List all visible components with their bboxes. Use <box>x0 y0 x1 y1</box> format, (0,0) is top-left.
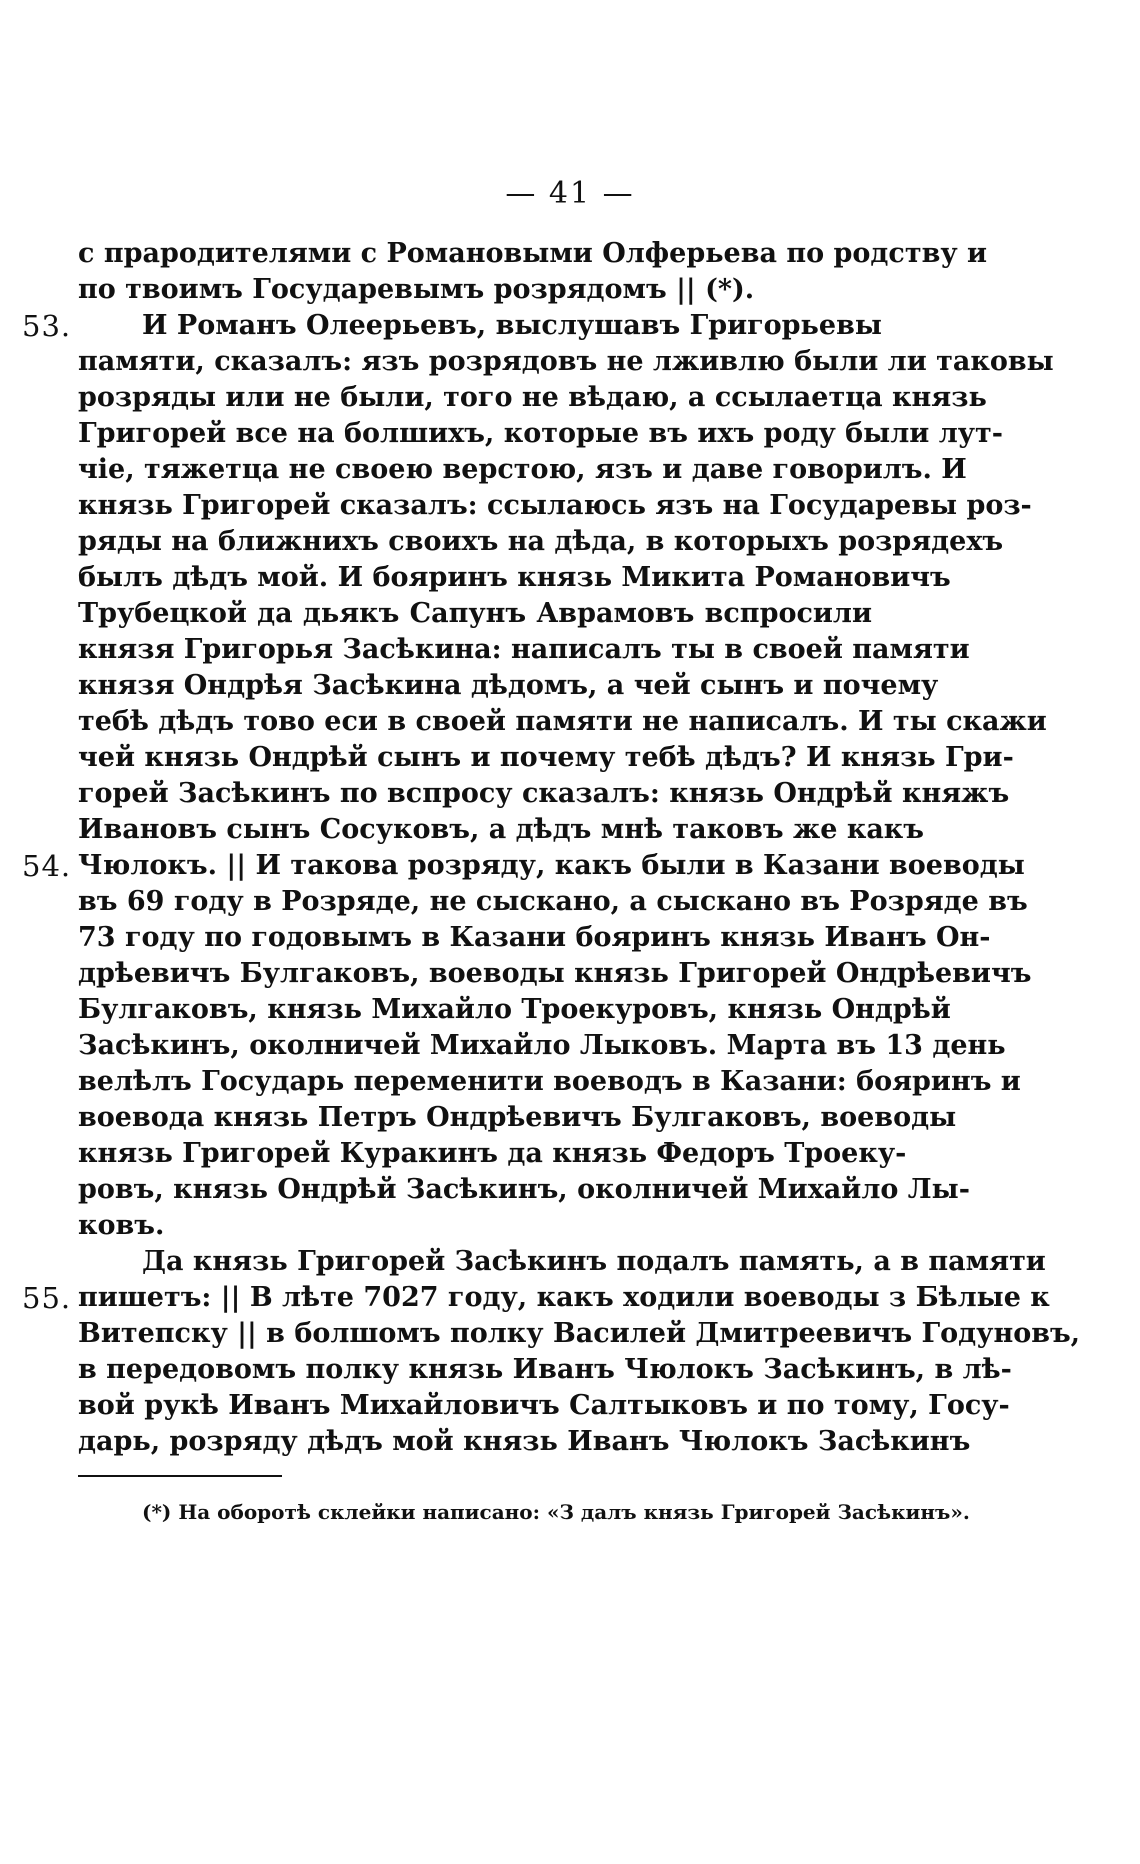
text-line <box>0 1172 1140 1208</box>
text-line <box>0 1316 1140 1352</box>
line-text: ровъ, князь Ондрѣй Засѣкинъ, околничей Михайло Лы- <box>78 1174 970 1205</box>
line-text: Булгаковъ, князь Михайло Троекуровъ, князь Ондрѣй <box>78 994 951 1025</box>
text-line <box>0 740 1140 776</box>
text-line <box>0 560 1140 596</box>
line-text: воевода князь Петръ Ондрѣевичъ Булгаковъ, воеводы <box>78 1102 957 1133</box>
text-line <box>0 1244 1140 1280</box>
text-line <box>0 1388 1140 1424</box>
text-line <box>0 1208 1140 1244</box>
line-text: князя Григорья Засѣкина: написалъ ты в своей памяти <box>78 634 970 665</box>
line-text: И Романъ Олеерьевъ, выслушавъ Григорьевы <box>142 310 882 341</box>
line-text: въ 69 году в Розряде, не сыскано, а сыскано въ Розряде въ <box>78 886 1028 917</box>
text-line <box>0 956 1140 992</box>
text-line <box>0 668 1140 704</box>
line-text: по твоимъ Государевымъ розрядомъ || (*). <box>78 274 755 305</box>
line-text: князя Ондрѣя Засѣкина дѣдомъ, а чей сынъ и почему <box>78 670 939 701</box>
line-text: памяти, сказалъ: язъ розрядовъ не лживлю были ли таковы <box>78 346 1054 377</box>
line-text: чей князь Ондрѣй сынъ и почему тебѣ дѣдъ? И князь Гри- <box>78 742 1014 773</box>
text-line <box>0 704 1140 740</box>
line-text: Засѣкинъ, околничей Михайло Лыковъ. Марта въ 13 день <box>78 1030 1006 1061</box>
text-line <box>0 272 1140 308</box>
footnote: (*) На оборотѣ склейки написано: «З далъ князь Григорей Засѣкинъ». <box>142 1500 970 1524</box>
text-line <box>0 308 1140 344</box>
text-line <box>0 848 1140 884</box>
text-line <box>0 488 1140 524</box>
text-line <box>0 416 1140 452</box>
line-text: чіе, тяжетца не своею верстою, язъ и даве говорилъ. И <box>78 454 967 485</box>
text-line <box>0 1100 1140 1136</box>
text-line <box>0 1424 1140 1460</box>
line-text: розряды или не были, того не вѣдаю, а ссылаетца князь <box>78 382 987 413</box>
page-number: — 41 — <box>505 176 635 211</box>
line-text: пишетъ: || В лѣте 7027 году, какъ ходили воеводы з Бѣлые к <box>78 1282 1050 1313</box>
text-line <box>0 344 1140 380</box>
text-line <box>0 776 1140 812</box>
text-line <box>0 380 1140 416</box>
line-text: князь Григорей сказалъ: ссылаюсь язъ на Государевы роз- <box>78 490 1032 521</box>
paragraph-number: 54. <box>22 849 72 883</box>
line-text: Трубецкой да дьякъ Сапунъ Аврамовъ вспросили <box>78 598 872 629</box>
text-line <box>0 524 1140 560</box>
text-line <box>0 452 1140 488</box>
paragraph-number: 55. <box>22 1281 72 1315</box>
line-text: ряды на ближнихъ своихъ на дѣда, в которыхъ розрядехъ <box>78 526 1004 557</box>
text-body <box>0 236 1140 1460</box>
line-text: Да князь Григорей Засѣкинъ подалъ память, а в памяти <box>142 1246 1046 1277</box>
line-text: тебѣ дѣдъ тово еси в своей памяти не написалъ. И ты скажи <box>78 706 1047 737</box>
text-line <box>0 992 1140 1028</box>
line-text: Ивановъ сынъ Сосуковъ, а дѣдъ мнѣ таковъ же какъ <box>78 814 925 845</box>
line-text: Витепску || в болшомъ полку Василей Дмитреевичъ Годуновъ, <box>78 1318 1081 1349</box>
line-text: с прародителями с Романовыми Олферьева по родству и <box>78 238 988 269</box>
line-text: горей Засѣкинъ по вспросу сказалъ: князь Ондрѣй княжъ <box>78 778 1010 809</box>
text-line <box>0 632 1140 668</box>
text-line <box>0 1280 1140 1316</box>
text-line <box>0 884 1140 920</box>
footnote-rule <box>78 1475 282 1477</box>
line-text: Чюлокъ. || И такова розряду, какъ были в Казани воеводы <box>78 850 1025 881</box>
line-text: вой рукѣ Иванъ Михайловичъ Салтыковъ и по тому, Госу- <box>78 1390 1010 1421</box>
line-text: дрѣевичъ Булгаковъ, воеводы князь Григорей Ондрѣевичъ <box>78 958 1032 989</box>
line-text: ковъ. <box>78 1210 165 1241</box>
text-line <box>0 812 1140 848</box>
line-text: в передовомъ полку князь Иванъ Чюлокъ Засѣкинъ, в лѣ- <box>78 1354 1012 1385</box>
text-line <box>0 1352 1140 1388</box>
text-line <box>0 236 1140 272</box>
line-text: Григорей все на болшихъ, которые въ ихъ роду были лут- <box>78 418 1003 449</box>
line-text: 73 году по годовымъ в Казани бояринъ князь Иванъ Он- <box>78 922 991 953</box>
line-text: велѣлъ Государь переменити воеводъ в Казани: бояринъ и <box>78 1066 1021 1097</box>
text-line <box>0 1064 1140 1100</box>
line-text: дарь, розряду дѣдъ мой князь Иванъ Чюлокъ Засѣкинъ <box>78 1426 971 1457</box>
line-text: князь Григорей Куракинъ да князь Федоръ Троеку- <box>78 1138 907 1169</box>
text-line <box>0 1136 1140 1172</box>
text-line <box>0 1028 1140 1064</box>
paragraph-number: 53. <box>22 309 72 343</box>
text-line <box>0 920 1140 956</box>
line-text: былъ дѣдъ мой. И бояринъ князь Микита Романовичъ <box>78 562 951 593</box>
text-line <box>0 596 1140 632</box>
